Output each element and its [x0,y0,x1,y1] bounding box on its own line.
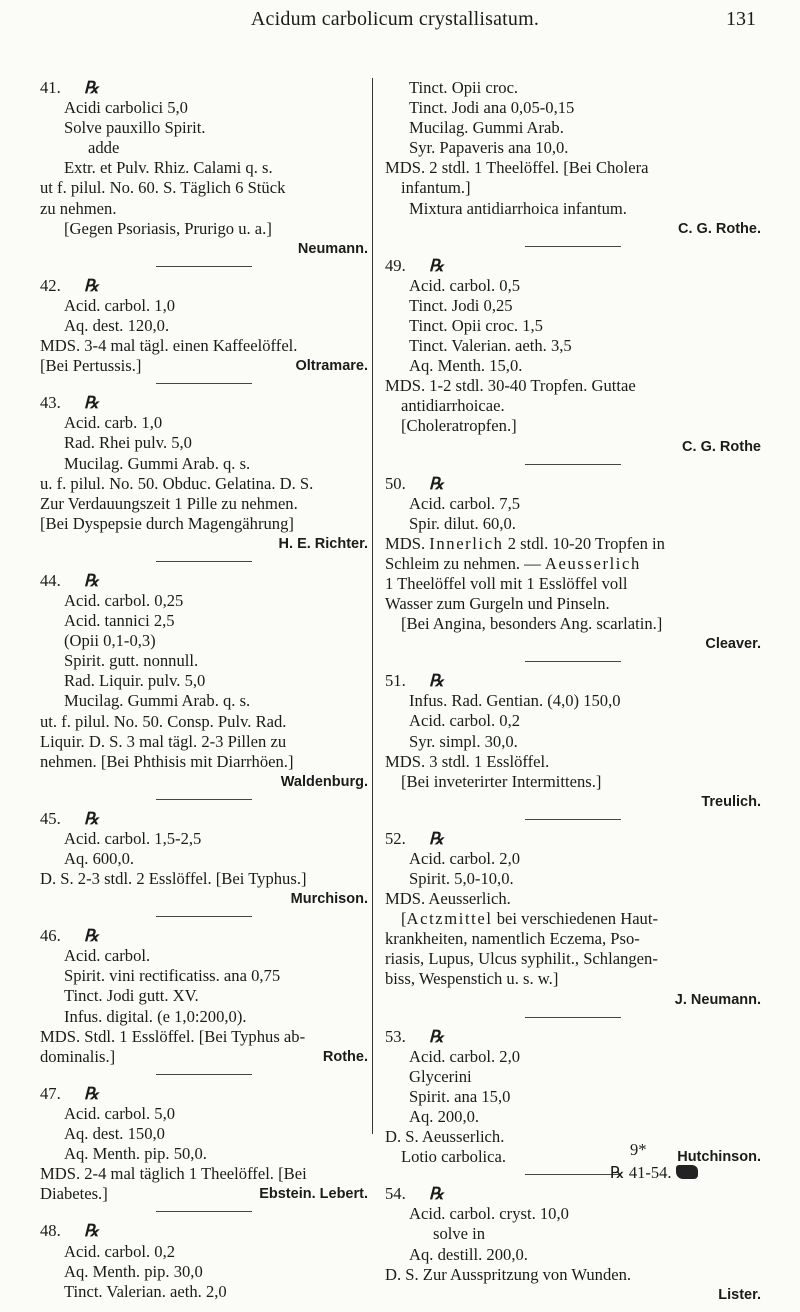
recipe-symbol-icon: ℞ [84,1221,99,1241]
recipe-42: 42. ℞ Acid. carbol. 1,0 Aq. dest. 120,0. MDS. 3-4 mal tägl. einen Kaffeelöffel. [Bei Pertussis.] Oltramare. [40,275,368,376]
recipe-separator [156,383,252,384]
right-column [385,78,761,1312]
recipe-symbol-icon: ℞ [84,78,99,97]
recipe-symbol-icon: ℞ [84,1083,99,1103]
recipe-symbol-icon: ℞ [429,828,444,848]
recipe-author: Lister. [718,1286,761,1303]
recipe-49: 49. ℞ Acid. carbol. 0,5 Tinct. Jodi 0,25 Tinct. Opii croc. 1,5 Tinct. Valerian. aeth. 3,5 Aq. Menth. 15,0. MDS. 1-2 stdl. 30-40 Tropfen. Guttae antidiarrhoicae. [Choleratropfen.] C. G. Rothe [385,255,761,455]
recipe-author: Ebstein. Lebert. [259,1186,368,1203]
recipe-symbol-icon: ℞ [84,808,99,828]
recipe-separator [156,1074,252,1075]
recipe-47: 47. ℞ Acid. carbol. 5,0 Aq. dest. 150,0 Aq. Menth. pip. 50,0. MDS. 2-4 mal täglich 1 Theelöffel. [Bei Diabetes.] Ebstein. Lebert. [40,1083,368,1204]
recipe-48-continued: Tinct. Opii croc. Tinct. Jodi ana 0,05-0,15 Mucilag. Gummi Arab. Syr. Papaveris ana 10,0. MDS. 2 stdl. 1 Theelöffel. [Bei Cholera infantum.] Mixtura antidiarrhoica infantum. C. G. Rothe. [385,78,761,237]
recipe-45: 45. ℞ Acid. carbol. 1,5-2,5 Aq. 600,0. D. S. 2-3 stdl. 2 Esslöffel. [Bei Typhus.] Murchison. [40,808,368,908]
recipe-author: H. E. Richter. [278,535,368,552]
recipe-separator [156,799,252,800]
recipe-author: Oltramare. [295,358,368,375]
recipe-separator [156,266,252,267]
recipe-symbol-icon: ℞ [84,275,99,295]
recipe-51: 51. ℞ Infus. Rad. Gentian. (4,0) 150,0 Acid. carbol. 0,2 Syr. simpl. 30,0. MDS. 3 stdl. 1 Esslöffel. [Bei inveterirter Intermittens.] Treulich. [385,671,761,810]
recipe-41: 41. ℞ Acidi carbolici 5,0 Solve pauxillo Spirit. adde Extr. et Pulv. Rhiz. Calami q. s. ut f. pilul. No. 60. S. Täglich 6 Stück zu nehmen. [Gegen Psoriasis, Prurigo u. a.] Neumann. [40,78,368,257]
recipe-author: J. Neumann. [674,991,761,1008]
recipe-53: 53. ℞ Acid. carbol. 2,0 Glycerini Spirit. ana 15,0 Aq. 200,0. D. S. Aeusserlich. Lotio carbolica. Hutchinson. [385,1026,761,1167]
recipe-author: C. G. Rothe. [678,220,761,237]
recipe-symbol-icon: ℞ [429,473,444,493]
recipe-separator [525,246,621,247]
recipe-symbol-icon: ℞ [429,1026,444,1046]
recipe-symbol-icon: ℞ [429,671,444,691]
recipe-symbol-icon: ℞ [429,1184,444,1204]
recipe-author: Treulich. [701,793,761,810]
recipe-separator [525,464,621,465]
recipe-44: 44. ℞ Acid. carbol. 0,25 Acid. tannici 2,5 (Opii 0,1-0,3) Spirit. gutt. nonnull. Rad. Liquir. pulv. 5,0 Mucilag. Gummi Arab. q. s. ut. f. pilul. No. 50. Consp. Pulv. Rad. Liquir. D. S. 3 mal tägl. 2-3 Pillen zu nehmen. [Bei Phthisis mit Diarrhöen.] Waldenburg. [40,570,368,790]
recipe-50: 50. ℞ Acid. carbol. 7,5 Spir. dilut. 60,0. MDS. Innerlich 2 stdl. 10-20 Tropfen in Schleim zu nehmen. — Aeusserlich 1 Theelöffel voll mit 1 Esslöffel voll Wasser zum Gurgeln und Pinseln. [Bei Angina, besonders Ang. scarlatin.] Cleaver. [385,473,761,653]
recipe-43: 43. ℞ Acid. carb. 1,0 Rad. Rhei pulv. 5,0 Mucilag. Gummi Arab. q. s. u. f. pilul. No. 50. Obduc. Gelatina. D. S. Zur Verdauungszeit 1 Pille zu nehmen. [Bei Dyspepsie durch Magengährung] H. E. Richter. [40,393,368,552]
recipe-48: 48. ℞ Acid. carbol. 0,2 Aq. Menth. pip. 30,0 Tinct. Valerian. aeth. 2,0 [40,1221,227,1301]
recipe-52: 52. ℞ Acid. carbol. 2,0 Spirit. 5,0-10,0. MDS. Aeusserlich. [Actzmittel bei verschiedenen Haut- krankheiten, namentlich Eczema, Pso- riasis, Lupus, Ulcus syphilit., Schlangen- biss, Wespenstich u. s. w.] J. Neumann. [385,828,761,1008]
recipe-author: Rothe. [322,1048,368,1065]
recipe-author: Hutchinson. [677,1149,761,1166]
recipe-separator [525,1174,621,1175]
recipe-symbol-icon: ℞ [84,926,99,946]
recipe-separator [156,561,252,562]
ink-stamp-icon [676,1165,698,1179]
recipe-symbol-icon: ℞ [84,570,99,590]
recipe-author: Neumann. [297,240,368,257]
recipe-separator [156,916,252,917]
recipe-author: Murchison. [290,891,368,908]
recipe-separator [525,661,621,662]
page-number: 131 [726,8,756,30]
recipe-separator [525,819,621,820]
recipe-separator [156,1211,252,1212]
recipe-separator [525,1017,621,1018]
recipe-author: Waldenburg. [280,773,368,790]
recipe-author: C. G. Rothe [682,438,761,455]
running-head-title: Acidum carbolicum crystallisatum. [250,8,540,30]
recipe-range-footer: ℞ 41-54. [610,1163,698,1183]
recipe-symbol-icon: ℞ [429,255,444,275]
signature-mark: 9* [630,1140,647,1159]
column-divider [372,78,373,1134]
left-column [40,78,368,1309]
recipe-symbol-icon: ℞ [84,393,99,413]
recipe-46: 46. ℞ Acid. carbol. Spirit. vini rectificatiss. ana 0,75 Tinct. Jodi gutt. XV. Infus. digital. (e 1,0:200,0). MDS. Stdl. 1 Esslöffel. [Bei Typhus ab- dominalis.] Rothe. [40,926,368,1066]
recipe-author: Cleaver. [705,636,761,653]
recipe-54: 54. ℞ Acid. carbol. cryst. 10,0 solve in Aq. destill. 200,0. D. S. Zur Ausspritzung von Wunden. Lister. [385,1184,761,1303]
